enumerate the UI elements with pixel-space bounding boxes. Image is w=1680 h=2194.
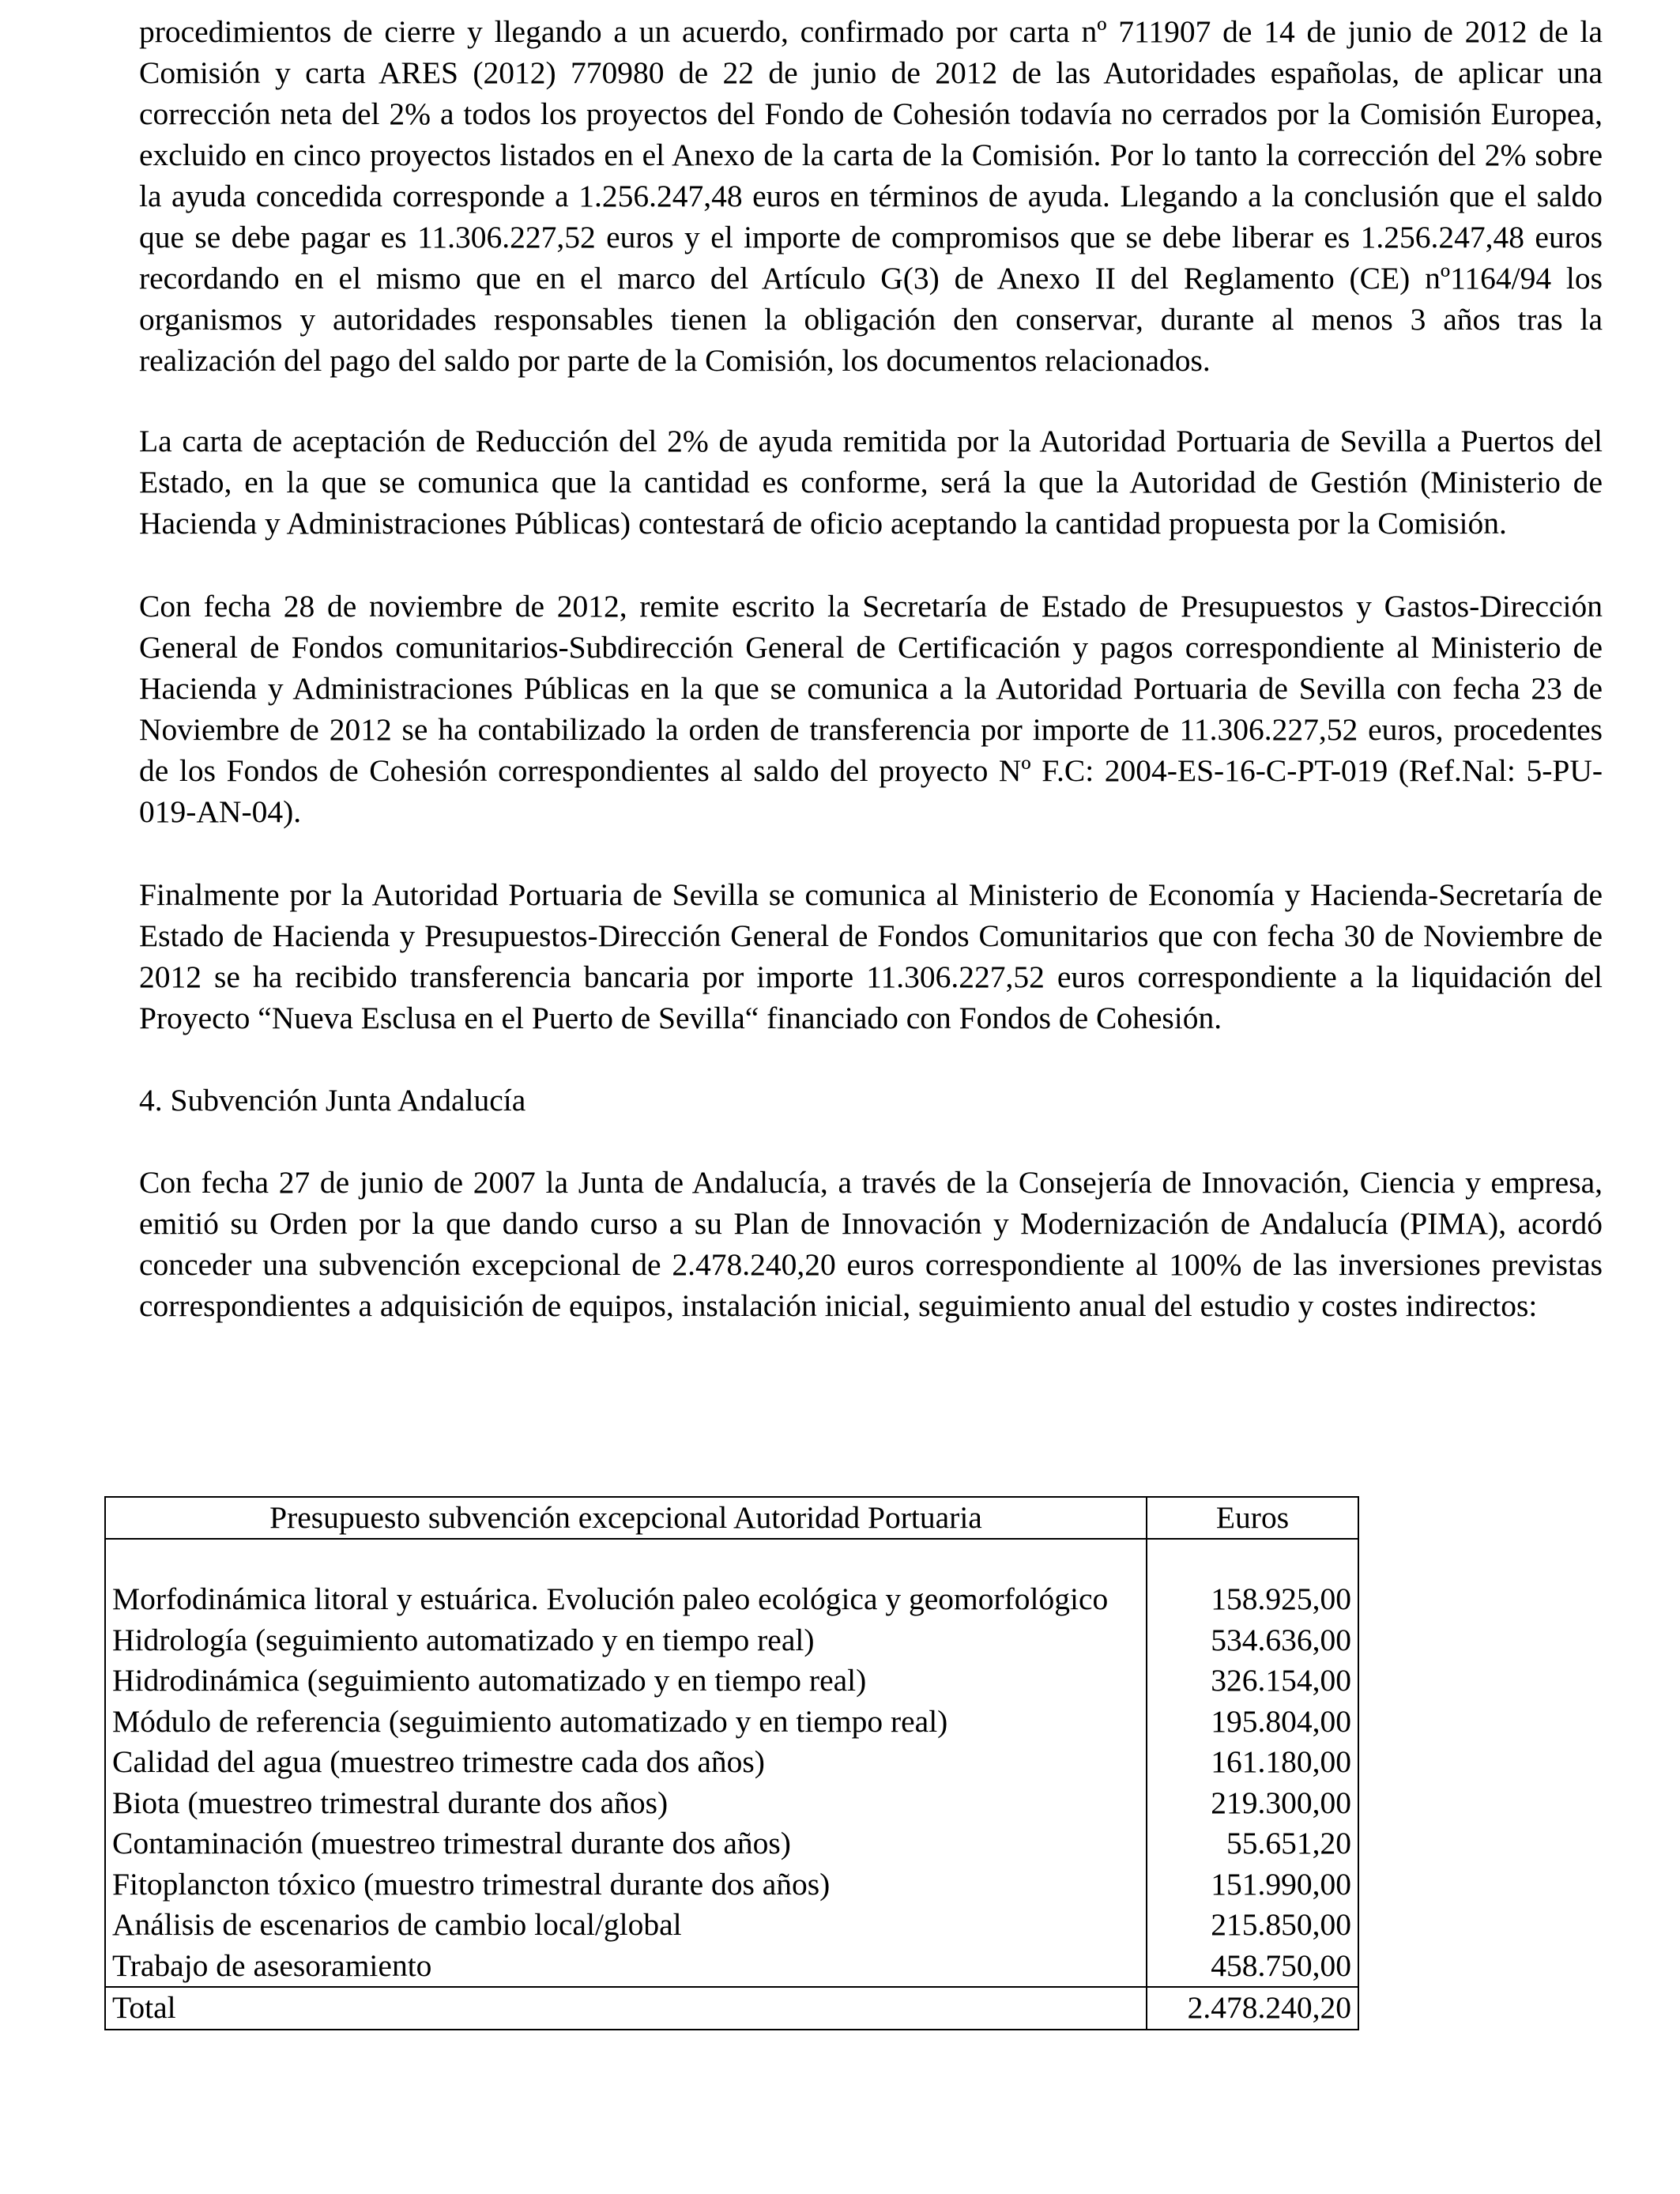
table-total-row	[105, 1987, 1358, 2030]
row-amount: 326.154,00	[1147, 1661, 1358, 1702]
table-spacer-row	[105, 1539, 1358, 1579]
row-description: Morfodinámica litoral y estuárica. Evolución paleo ecológica y geomorfológico	[105, 1579, 1147, 1620]
row-description: Calidad del agua (muestreo trimestre cada dos años)	[105, 1742, 1147, 1783]
table-row	[105, 1742, 1358, 1783]
table-row	[105, 1579, 1358, 1620]
table-row	[105, 1946, 1358, 1988]
header-amount: Euros	[1147, 1497, 1358, 1539]
row-amount: 458.750,00	[1147, 1946, 1358, 1988]
table-row	[105, 1864, 1358, 1906]
table-row	[105, 1905, 1358, 1946]
section-heading-subvencion: 4. Subvención Junta Andalucía	[139, 1083, 526, 1118]
spacer-cell	[105, 1539, 1147, 1579]
table-row	[105, 1783, 1358, 1824]
paragraph-junta-andalucia: Con fecha 27 de junio de 2007 la Junta de Andalucía, a través de la Consejería de Innovación, Ciencia y empresa, emitió su Orden por la que dando curso a su Plan de Innovación y Modernización de Andalucía (PIMA), acordó conceder una subvención excepcional de 2.478.240,20 euros correspondiente al 100% de las inversiones previstas correspondientes a adquisición de equipos, instalación inicial, seguimiento anual del estudio y costes indirectos:	[139, 1165, 1603, 1323]
budget-table	[104, 1496, 1359, 2030]
paragraph-acceptance-letter: La carta de aceptación de Reducción del 2% de ayuda remitida por la Autoridad Portuaria de Sevilla a Puertos del Estado, en la que se comunica que la cantidad es conforme, será la que la Autoridad de Gestión (Ministerio de Hacienda y Administraciones Públicas) contestará de oficio aceptando la cantidad propuesta por la Comisión.	[139, 424, 1603, 541]
paragraph-transfer-order: Con fecha 28 de noviembre de 2012, remite escrito la Secretaría de Estado de Presupuestos y Gastos-Dirección General de Fondos comunitarios-Subdirección General de Certificación y pagos correspondiente al Ministerio de Hacienda y Administraciones Públicas en la que se comunica a la Autoridad Portuaria de Sevilla con fecha 23 de Noviembre de 2012 se ha contabilizado la orden de transferencia por importe de 11.306.227,52 euros, procedentes de los Fondos de Cohesión correspondientes al saldo del proyecto Nº F.C: 2004-ES-16-C-PT-019 (Ref.Nal: 5-PU-019-AN-04).	[139, 589, 1603, 829]
table-row	[105, 1661, 1358, 1702]
paragraph-bank-transfer: Finalmente por la Autoridad Portuaria de Sevilla se comunica al Ministerio de Economía y Hacienda-Secretaría de Estado de Hacienda y Presupuestos-Dirección General de Fondos Comunitarios que con fecha 30 de Noviembre de 2012 se ha recibido transferencia bancaria por importe 11.306.227,52 euros correspondiente a la liquidación del Proyecto “Nueva Esclusa en el Puerto de Sevilla“ financiado con Fondos de Cohesión.	[139, 877, 1603, 1035]
row-description: Trabajo de asesoramiento	[105, 1946, 1147, 1988]
row-amount: 55.651,20	[1147, 1823, 1358, 1864]
row-description: Hidrología (seguimiento automatizado y en tiempo real)	[105, 1620, 1147, 1661]
table-header-row	[105, 1497, 1358, 1539]
total-label: Total	[105, 1987, 1147, 2030]
row-description: Biota (muestreo trimestral durante dos años)	[105, 1783, 1147, 1824]
row-description: Hidrodinámica (seguimiento automatizado y en tiempo real)	[105, 1661, 1147, 1702]
row-amount: 534.636,00	[1147, 1620, 1358, 1661]
row-amount: 195.804,00	[1147, 1702, 1358, 1743]
row-amount: 151.990,00	[1147, 1864, 1358, 1906]
table-row	[105, 1823, 1358, 1864]
total-amount: 2.478.240,20	[1147, 1987, 1358, 2030]
row-amount: 161.180,00	[1147, 1742, 1358, 1783]
row-description: Módulo de referencia (seguimiento automatizado y en tiempo real)	[105, 1702, 1147, 1743]
table-row	[105, 1620, 1358, 1661]
document-page	[139, 11, 1603, 1326]
header-description: Presupuesto subvención excepcional Autoridad Portuaria	[105, 1497, 1147, 1539]
row-amount: 219.300,00	[1147, 1783, 1358, 1824]
row-description: Contaminación (muestreo trimestral durante dos años)	[105, 1823, 1147, 1864]
paragraph-closure-procedures: procedimientos de cierre y llegando a un acuerdo, confirmado por carta nº 711907 de 14 de junio de 2012 de la Comisión y carta ARES (2012) 770980 de 22 de junio de 2012 de las Autoridades españolas, de aplicar una corrección neta del 2% a todos los proyectos del Fondo de Cohesión todavía no cerrados por la Comisión Europea, excluido en cinco proyectos listados en el Anexo de la carta de la Comisión. Por lo tanto la corrección del 2% sobre la ayuda concedida corresponde a 1.256.247,48 euros en términos de ayuda. Llegando a la conclusión que el saldo que se debe pagar es 11.306.227,52 euros y el importe de compromisos que se debe liberar es 1.256.247,48 euros recordando en el mismo que en el marco del Artículo G(3) de Anexo II del Reglamento (CE) nº1164/94 los organismos y autoridades responsables tienen la obligación den conservar, durante al menos 3 años tras la realización del pago del saldo por parte de la Comisión, los documentos relacionados.	[139, 14, 1603, 378]
row-amount: 215.850,00	[1147, 1905, 1358, 1946]
row-amount: 158.925,00	[1147, 1579, 1358, 1620]
row-description: Análisis de escenarios de cambio local/global	[105, 1905, 1147, 1946]
row-description: Fitoplancton tóxico (muestro trimestral durante dos años)	[105, 1864, 1147, 1906]
table-row	[105, 1702, 1358, 1743]
spacer-cell	[1147, 1539, 1358, 1579]
